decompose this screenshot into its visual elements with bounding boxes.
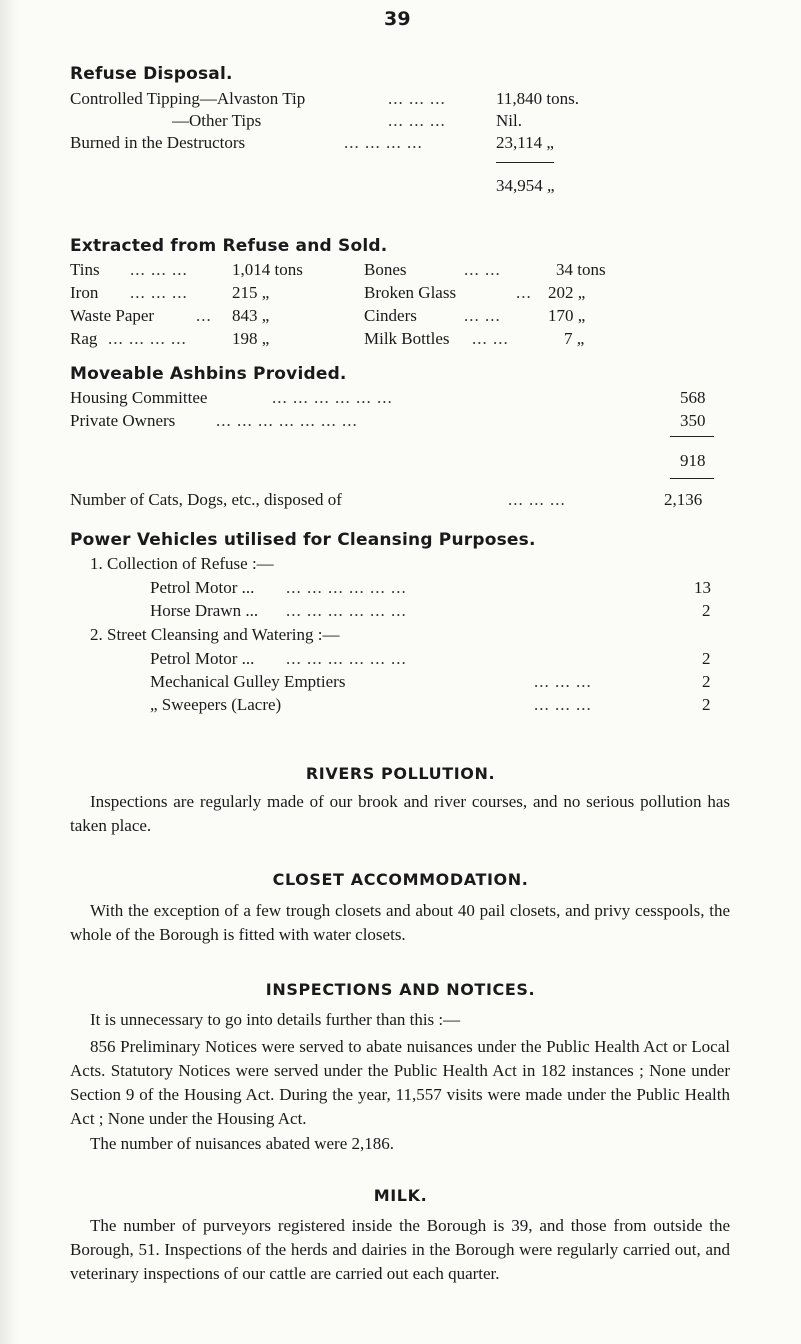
refuse-row-label: —Other Tips (172, 111, 262, 130)
extracted-right-value: 170 „ (548, 306, 586, 325)
inspections-heading: INSPECTIONS AND NOTICES. (265, 980, 536, 999)
vehicle-label: Horse Drawn ... (150, 601, 259, 620)
page-number: 39 (384, 8, 411, 30)
leader-dots: ... ... ... (130, 260, 188, 279)
vehicle-label: Mechanical Gulley Emptiers (150, 672, 346, 691)
extracted-left-label: Iron (70, 283, 99, 302)
vehicle-label: Petrol Motor ... (150, 649, 255, 668)
extracted-left-value: 843 „ (232, 306, 270, 325)
inspections-paragraph: 856 Preliminary Notices were served to abate nuisances under the Public Health Act or Local Acts. Statutory Notices were served under the Public Health Act in 182 instances ; None under Section 9 of the Housing Act. During the year, 11,557 visits were made under the Public Health Act ; None under the Housing Act. (70, 1037, 730, 1128)
cats-value: 2,136 (664, 490, 703, 509)
ashbins-row-label: Private Owners (70, 411, 176, 430)
closet-paragraph: With the exception of a few trough closets and about 40 pail closets, and privy cesspools, the whole of the Borough is fitted with water closets. (70, 901, 730, 944)
refuse-row-value: 11,840 tons. (496, 89, 579, 108)
rivers-paragraph: Inspections are regularly made of our brook and river courses, and no serious pollution has taken place. (70, 792, 730, 835)
page-binding-shadow (0, 0, 18, 1344)
vehicle-value: 2 (702, 672, 711, 691)
leader-dots: ... ... ... ... ... ... ... (216, 411, 358, 430)
leader-dots: ... ... (464, 260, 501, 279)
milk-heading: MILK. (373, 1186, 428, 1205)
nuisances-paragraph: The number of nuisances abated were 2,186. (90, 1134, 394, 1153)
vehicle-value: 2 (702, 695, 711, 714)
leader-dots: ... ... ... (534, 672, 592, 691)
extracted-right-label: Bones (364, 260, 407, 279)
ashbins-row-value: 350 (680, 411, 706, 430)
ashbins-heading: Moveable Ashbins Provided. (70, 364, 347, 384)
closet-heading: CLOSET ACCOMMODATION. (272, 870, 529, 889)
leader-dots: ... ... ... (388, 89, 446, 108)
extracted-left-value: 198 „ (232, 329, 270, 348)
extracted-right-value: 202 „ (548, 283, 586, 302)
refuse-row-value: Nil. (496, 111, 522, 130)
total-rule (496, 162, 554, 163)
leader-dots: ... ... ... (130, 283, 188, 302)
leader-dots: ... ... (472, 329, 509, 348)
extracted-left-label: Waste Paper (70, 306, 155, 325)
vehicle-value: 2 (702, 649, 711, 668)
refuse-row-value: 23,114 „ (496, 133, 554, 152)
leader-dots: ... ... ... ... ... ... (272, 388, 393, 407)
inspections-intro: It is unnecessary to go into details further than this :— (90, 1010, 461, 1029)
milk-paragraph: The number of purveyors registered inside the Borough is 39, and those from outside the Borough, 51. Inspections of the herds and dairies in the Borough were regularly carried out, and veterinary inspections of our cattle are carried out each quarter. (70, 1216, 730, 1283)
extracted-heading: Extracted from Refuse and Sold. (70, 236, 388, 256)
rivers-heading: RIVERS POLLUTION. (305, 764, 496, 783)
vehicle-value: 2 (702, 601, 711, 620)
vehicle-label: Petrol Motor ... (150, 578, 255, 597)
leader-dots: ... ... ... (534, 695, 592, 714)
leader-dots: ... ... ... (508, 490, 566, 509)
leader-dots: ... ... ... ... (344, 133, 423, 152)
extracted-right-value: 34 tons (556, 260, 606, 279)
extracted-left-value: 215 „ (232, 283, 270, 302)
total-rule (670, 478, 714, 479)
leader-dots: ... ... ... ... (108, 329, 187, 348)
total-rule (670, 436, 714, 437)
refuse-row-label: Controlled Tipping—Alvaston Tip (70, 89, 306, 108)
extracted-right-label: Cinders (364, 306, 417, 325)
vehicle-label: „ Sweepers (Lacre) (150, 695, 282, 714)
ashbins-total: 918 (680, 451, 706, 470)
vehicles-group-heading: 2. Street Cleansing and Watering :— (90, 625, 340, 644)
extracted-left-label: Tins (70, 260, 100, 279)
extracted-left-label: Rag (70, 329, 98, 348)
extracted-left-value: 1,014 tons (232, 260, 303, 279)
refuse-total: 34,954 „ (496, 176, 555, 195)
leader-dots: ... (516, 283, 532, 302)
ashbins-row-value: 568 (680, 388, 706, 407)
vehicle-value: 13 (694, 578, 711, 597)
vehicles-heading: Power Vehicles utilised for Cleansing Purposes. (70, 530, 536, 550)
leader-dots: ... (196, 306, 212, 325)
extracted-right-value: 7 „ (564, 329, 585, 348)
cats-label: Number of Cats, Dogs, etc., disposed of (70, 490, 342, 509)
leader-dots: ... ... ... ... ... ... (286, 649, 407, 668)
extracted-right-label: Milk Bottles (364, 329, 450, 348)
vehicles-group-heading: 1. Collection of Refuse :— (90, 554, 274, 573)
leader-dots: ... ... ... ... ... ... (286, 601, 407, 620)
extracted-right-label: Broken Glass (364, 283, 457, 302)
leader-dots: ... ... ... ... ... ... (286, 578, 407, 597)
leader-dots: ... ... (464, 306, 501, 325)
refuse-heading: Refuse Disposal. (70, 64, 233, 84)
ashbins-row-label: Housing Committee (70, 388, 208, 407)
refuse-row-label: Burned in the Destructors (70, 133, 246, 152)
leader-dots: ... ... ... (388, 111, 446, 130)
